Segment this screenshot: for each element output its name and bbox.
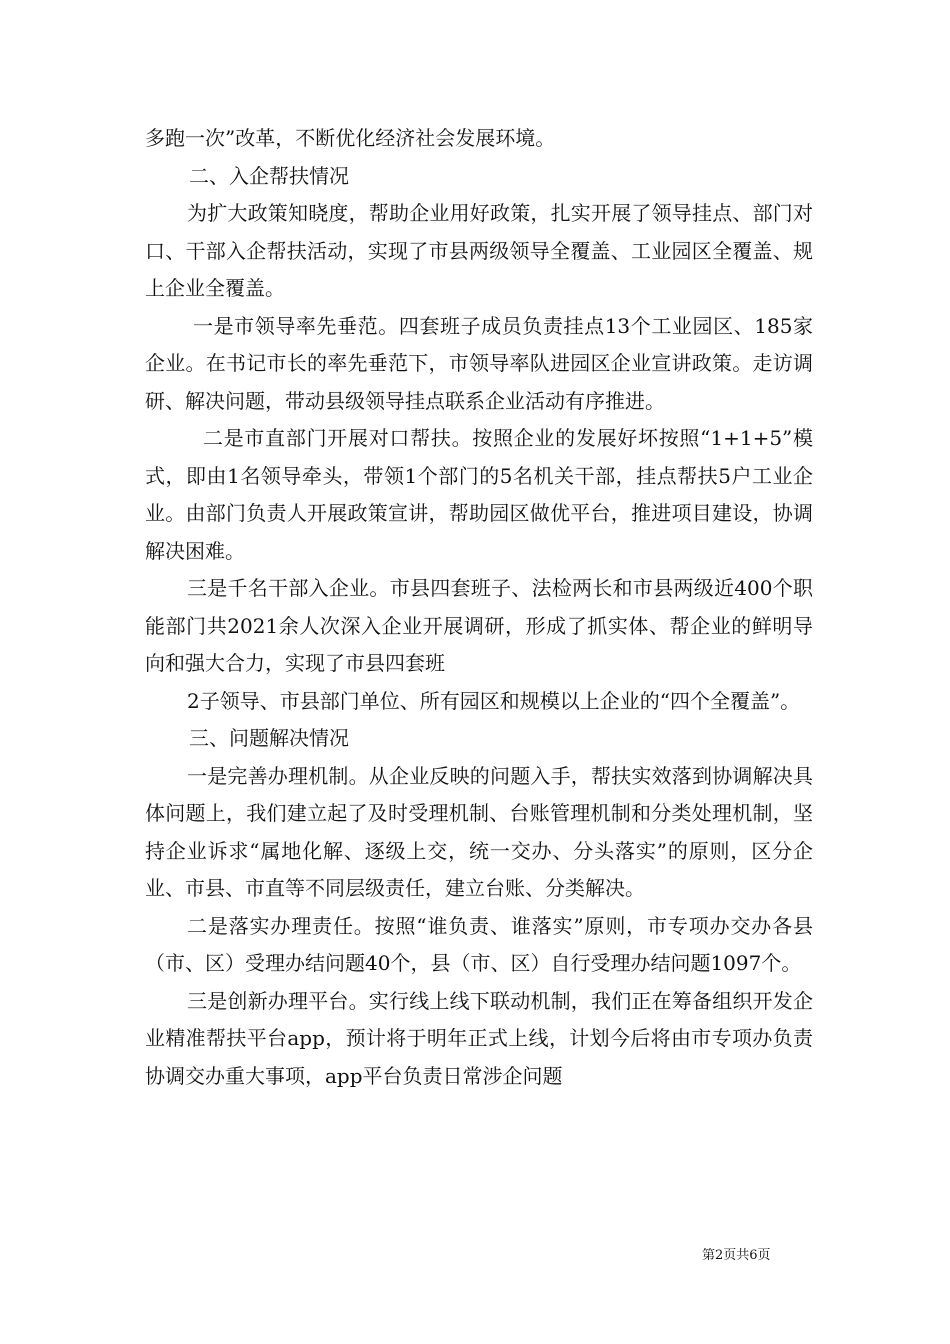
paragraph-9: 一是完善办理机制。从企业反映的问题入手，帮扶实效落到协调解决具体问题上，我们建立起了及时受理机制、台账管理机制和分类处理机制，坚持企业诉求“属地化解、逐级上交，统一交办、分头落实”的原则，区分企业、市县、市直等不同层级责任，建立台账、分类解决。 — [145, 763, 813, 900]
paragraph-5: 二是市直部门开展对口帮扶。按照企业的发展好坏按照“1+1+5”模式，即由1名领导牵头，带领1个部门的5名机关干部，挂点帮扶5户工业企业。由部门负责人开展政策宣讲，帮助园区做优平台，推进项目建设，协调解决困难。 — [145, 426, 813, 563]
paragraph-11: 三是创新办理平台。实行线上线下联动机制，我们正在筹备组织开发企业精准帮扶平台app，预计将于明年正式上线，计划今后将由市专项办负责协调交办重大事项，app平台负责日常涉企问题 — [145, 988, 813, 1088]
section-heading-3: 三、问题解决情况 — [189, 726, 349, 750]
section-heading-2: 二、入企帮扶情况 — [189, 163, 349, 188]
paragraph-1: 多跑一次”改革，不断优化经济社会发展环境。 — [145, 126, 556, 150]
paragraph-3: 为扩大政策知晓度，帮助企业用好政策，扎实开展了领导挂点、部门对口、干部入企帮扶活动，实现了市县两级领导全覆盖、工业园区全覆盖、规上企业全覆盖。 — [145, 201, 813, 300]
paragraph-7: 2子领导、市县部门单位、所有园区和规模以上企业的“四个全覆盖”。 — [187, 688, 801, 713]
paragraph-6: 三是千名干部入企业。市县四套班子、法检两长和市县两级近400个职能部门共2021余人次深入企业开展调研，形成了抓实体、帮企业的鲜明导向和强大合力，实现了市县四套班 — [145, 576, 813, 675]
paragraph-10: 二是落实办理责任。按照“谁负责、谁落实”原则，市专项办交办各县（市、区）受理办结问题40个，县（市、区）自行受理办结问题1097个。 — [145, 913, 813, 975]
paragraph-4: 一是市领导率先垂范。四套班子成员负责挂点13个工业园区、185家企业。在书记市长的率先垂范下，市领导率队进园区企业宣讲政策。走访调研、解决问题，带动县级领导挂点联系企业活动有序推进。 — [145, 313, 813, 413]
page-number-footer: 第2页共6页 — [702, 1248, 771, 1263]
document-body — [145, 120, 813, 1095]
